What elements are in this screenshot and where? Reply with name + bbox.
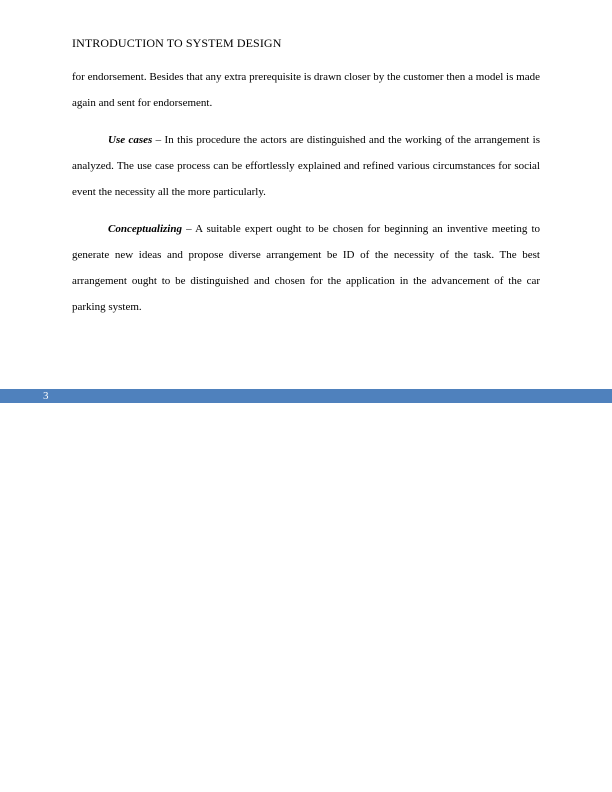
footer-bar [0,389,612,403]
page-number: 3 [43,390,49,402]
paragraph-conceptualizing [72,216,540,320]
term-use-cases: Use cases [108,134,153,146]
paragraph-text: – In this procedure the actors are distinguished and the working of the arrangement is analyzed. The use case process can be effortlessly explained and refined various circumstances for social event the necessity all the more particularly. [72,134,541,198]
running-header: INTRODUCTION TO SYSTEM DESIGN [72,36,282,50]
paragraph-use-cases [72,127,540,205]
term-conceptualizing: Conceptualizing [108,223,182,235]
document-body [72,64,540,331]
paragraph-text: for endorsement. Besides that any extra prerequisite is drawn closer by the customer then a model is made again and sent for endorsement. [72,71,540,109]
paragraph-text: – A suitable expert ought to be chosen for beginning an inventive meeting to generate new ideas and propose diverse arrangement be ID of the necessity of the task. The best arrangement ought to be distinguished and chosen for the application in the advancement of the car parking system. [72,223,540,313]
paragraph-continuation [72,64,540,116]
